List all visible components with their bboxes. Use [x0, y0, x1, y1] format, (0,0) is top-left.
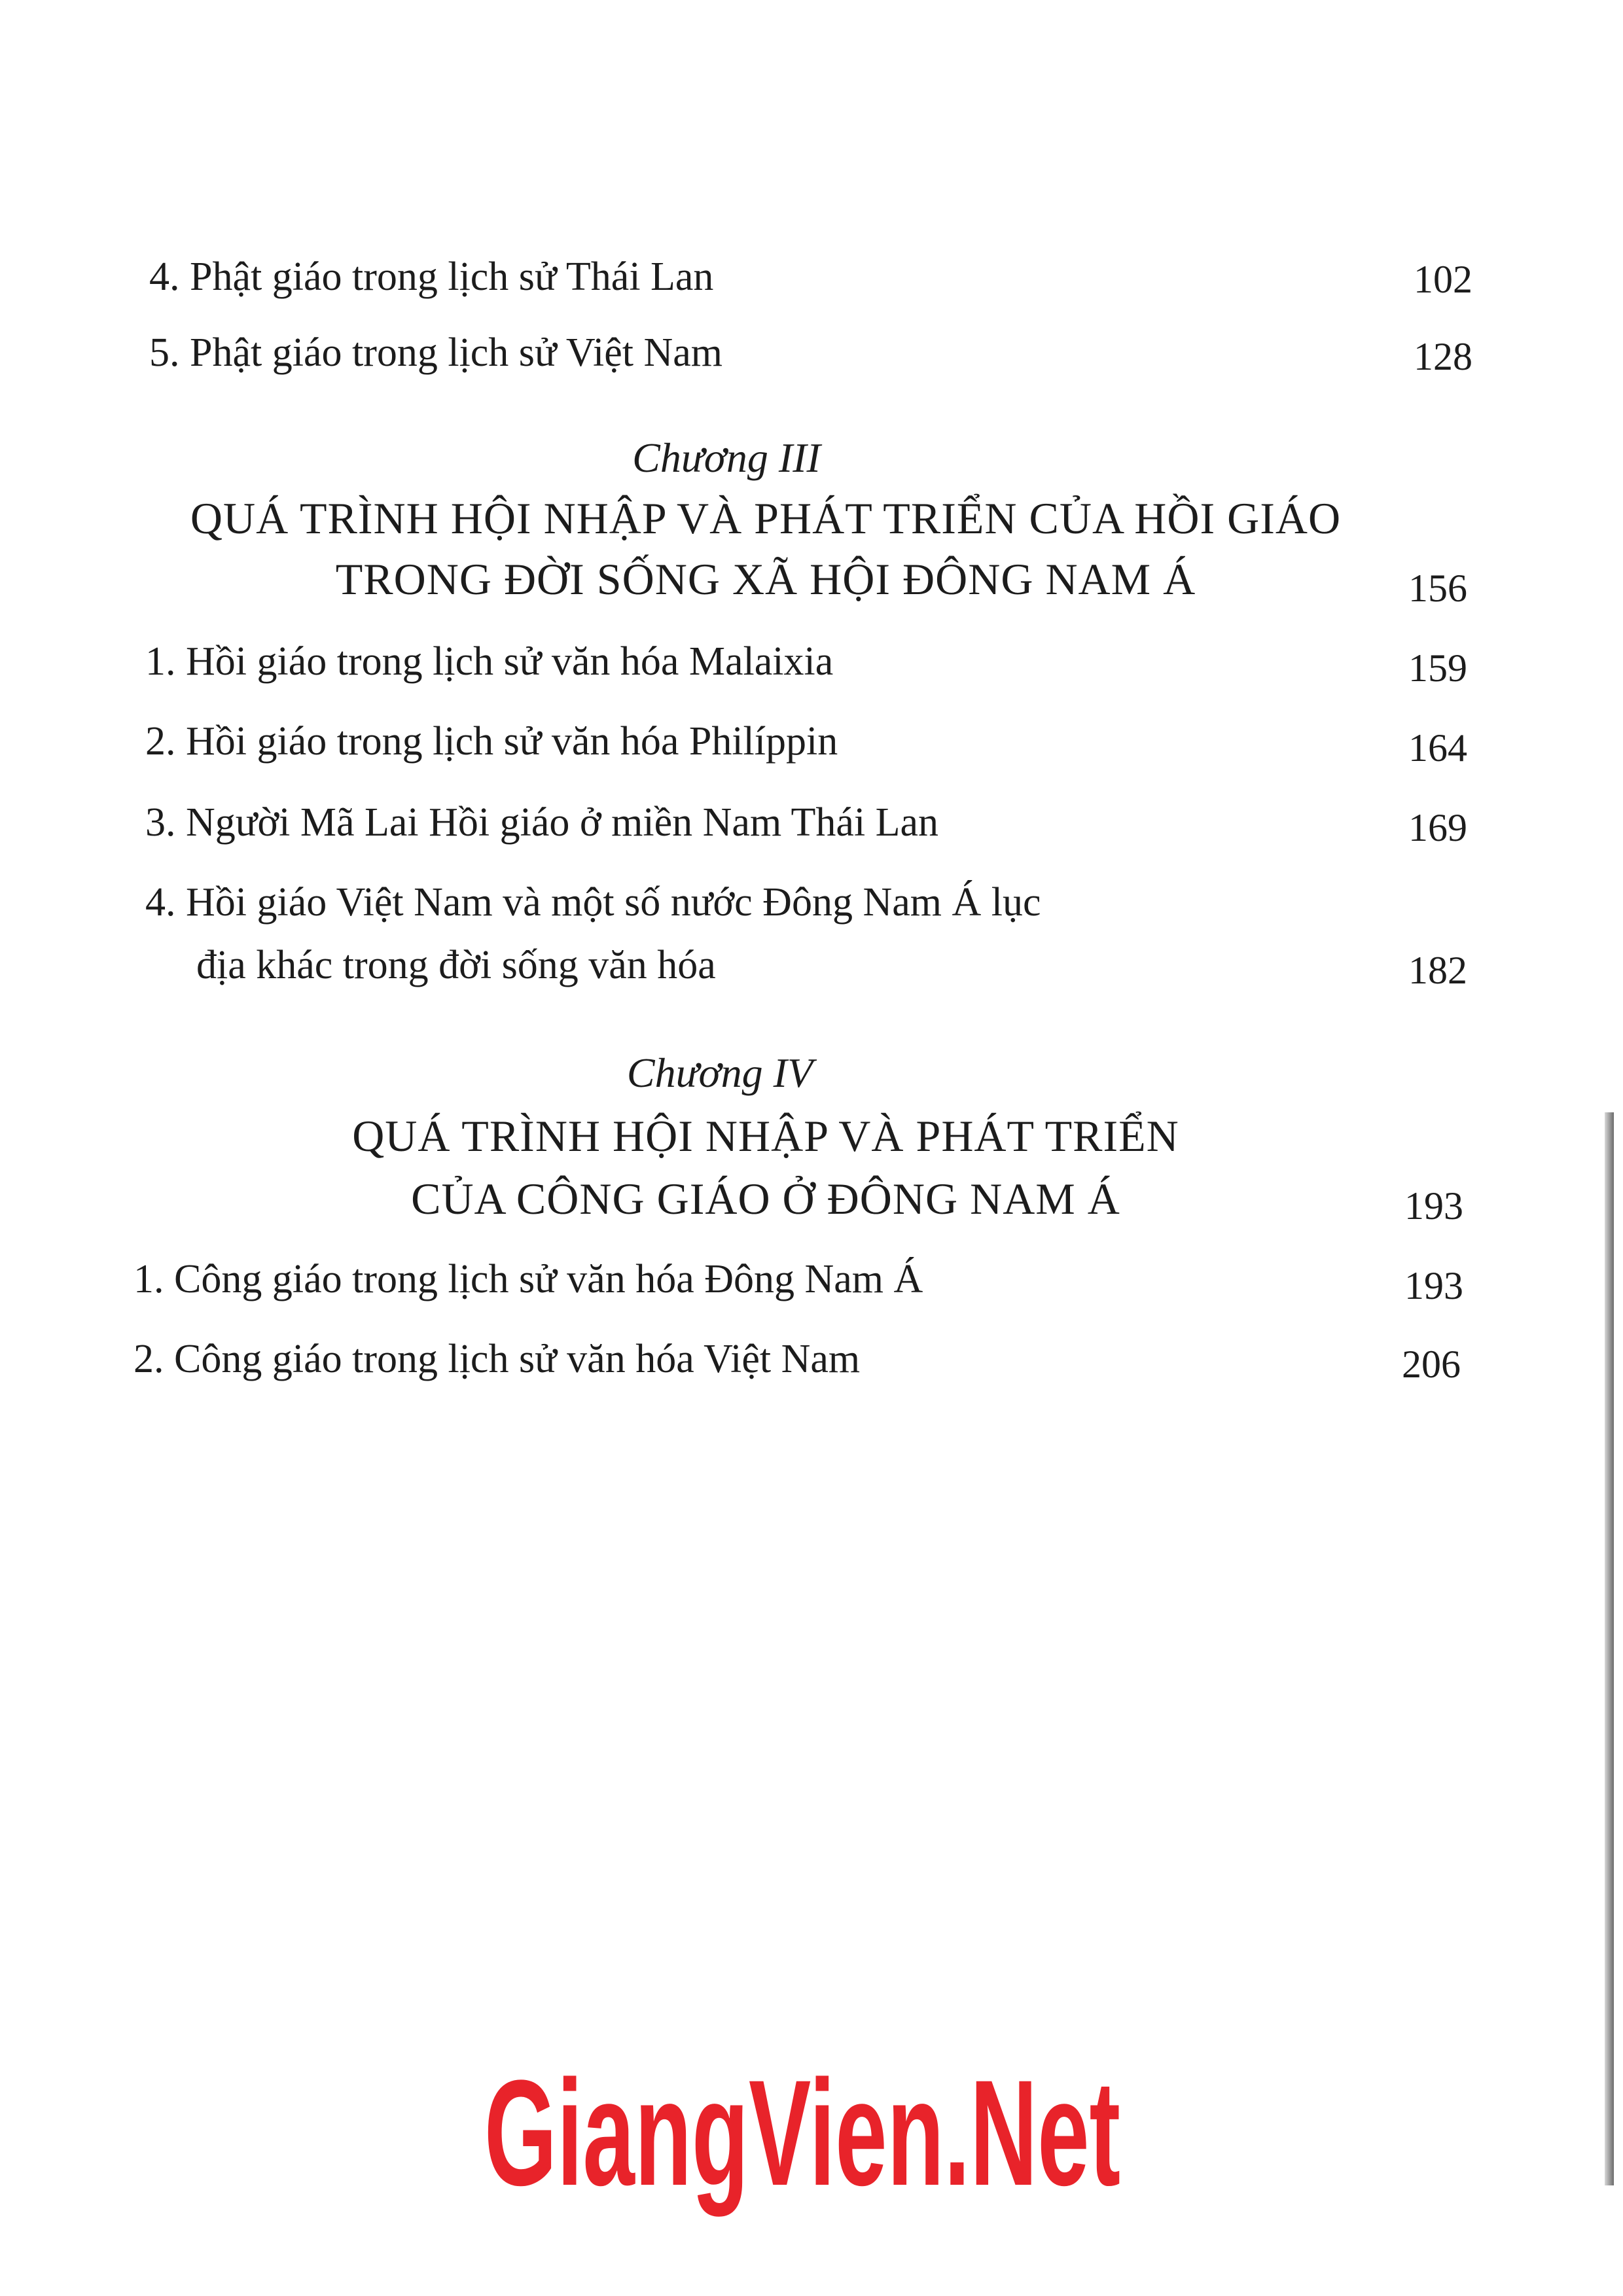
toc-entry-page: 169	[1408, 806, 1467, 849]
toc-entry-page: 159	[1408, 646, 1467, 690]
toc-entry-label: 1. Hồi giáo trong lịch sử văn hóa Malaixia	[145, 639, 834, 684]
toc-entry-label: 3. Người Mã Lai Hồi giáo ở miền Nam Thái Lan	[145, 800, 939, 845]
chapter-title-line: QUÁ TRÌNH HỘI NHẬP VÀ PHÁT TRIỂN CỦA HỒI GIÁO	[190, 493, 1342, 543]
toc-entry-label: 1. Công giáo trong lịch sử văn hóa Đông Nam Á	[134, 1257, 923, 1301]
toc-entry-page: 102	[1414, 258, 1472, 301]
chapter-title-line: TRONG ĐỜI SỐNG XÃ HỘI ĐÔNG NAM Á	[335, 554, 1196, 604]
toc-entry-page: 193	[1404, 1264, 1463, 1307]
chapter-label: Chương IV	[626, 1050, 813, 1096]
chapter-title-line: QUÁ TRÌNH HỘI NHẬP VÀ PHÁT TRIỂN	[352, 1111, 1179, 1161]
chapter-title-line: CỦA CÔNG GIÁO Ở ĐÔNG NAM Á	[411, 1174, 1120, 1224]
toc-entry-label: 5. Phật giáo trong lịch sử Việt Nam	[149, 330, 722, 375]
page-edge-shadow	[1605, 1112, 1614, 2185]
toc-entry-label-continued: địa khác trong đời sống văn hóa	[196, 943, 716, 987]
toc-entry-page: 128	[1414, 335, 1472, 378]
toc-entry-label: 2. Công giáo trong lịch sử văn hóa Việt Nam	[134, 1337, 861, 1381]
toc-entry-page: 206	[1402, 1343, 1461, 1386]
chapter-page: 156	[1408, 567, 1467, 610]
toc-entry-label: 2. Hồi giáo trong lịch sử văn hóa Philíppin	[145, 719, 838, 764]
toc-entry-page: 164	[1408, 726, 1467, 769]
watermark-logo: GiangVien.Net	[484, 2049, 1121, 2217]
toc-entry-label: 4. Phật giáo trong lịch sử Thái Lan	[149, 255, 714, 299]
toc-entry-label: 4. Hồi giáo Việt Nam và một số nước Đông Nam Á lục	[145, 880, 1041, 925]
chapter-label: Chương III	[632, 434, 821, 481]
chapter-page: 193	[1404, 1184, 1463, 1227]
toc-entry-page: 182	[1408, 949, 1467, 992]
